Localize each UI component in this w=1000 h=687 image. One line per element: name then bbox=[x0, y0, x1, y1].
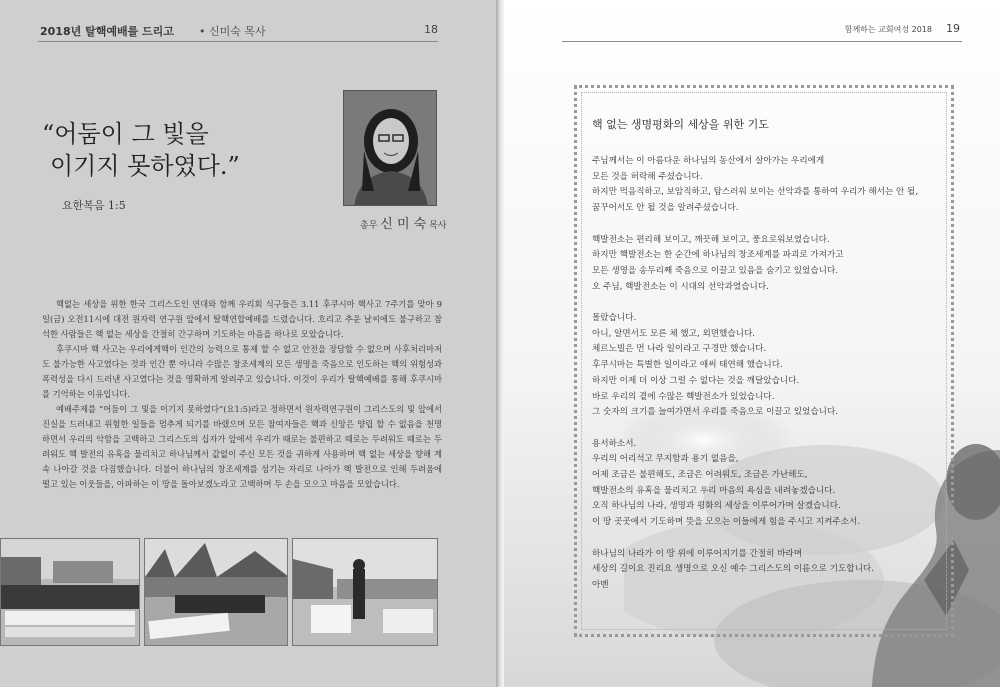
event-photo-1 bbox=[0, 538, 140, 646]
prayer-line: 핵발전소의 유혹을 물리치고 우리 마음의 욕심을 내려놓겠습니다. bbox=[592, 485, 836, 496]
author-portrait bbox=[343, 90, 437, 206]
prayer-line: 아니, 알면서도 모른 체 했고, 외면했습니다. bbox=[592, 328, 755, 339]
quote-line-2: 이기지 못하였다.” bbox=[50, 152, 240, 180]
quote-line-1: “어둠이 그 빛을 bbox=[42, 120, 209, 148]
photo-strip bbox=[0, 538, 440, 646]
right-page-header bbox=[562, 20, 962, 42]
prayer-line: 아멘 bbox=[592, 579, 609, 590]
header-title: 함께하는 교회여성 2018 bbox=[844, 25, 932, 34]
portrait-image bbox=[344, 91, 437, 206]
page-number: 18 bbox=[424, 23, 438, 36]
portrait-caption bbox=[360, 213, 446, 232]
prayer-line: 그 숫자의 크기를 늘여가면서 우리를 죽음으로 이끌고 있었습니다. bbox=[592, 407, 838, 418]
prayer-text bbox=[592, 154, 952, 609]
pull-quote bbox=[42, 118, 240, 182]
prayer-line: 모든 것을 허락해 주셨습니다. bbox=[592, 171, 703, 182]
paragraph: 예배주제를 “어둠이 그 빛을 이기지 못하였다”(요1:5)라고 정하면서 원자력연구원이 그리스도의 빛 앞에서 진실을 드러내고 위험한 일들을 멈추게 되기를 바랬으며 모든 참여자들은 핵과 신앙은 양립 할 수 없음을 천명하면서 우리의 악함을 고백하고 그리스도의 십자가 앞에서 우리가 때로는 불편하고 때로는 두려워도 때로는 두려워도 핵 발전의 유혹을 물리치고 하나님께서 값없이 주신 모든 것을 귀하게 사용하며 핵 없는 세상을 향해 계속 나아갈 것을 다짐했습니다. 더불어 하나님의 창조세계를 섬기는 자리로 나아가 핵 발전으로 인해 두려움에 떨고 있는 이웃들을, 아파하는 이 땅을 돌아보겠노라고 고백하며 두 손을 모으고 마음을 모았습니다. bbox=[42, 404, 442, 489]
prayer-line: 우리의 어리석고 무지함과 용기 없음을, bbox=[592, 454, 739, 465]
prayer-line: 꿈꾸어서도 안 될 것을 알려주셨습니다. bbox=[592, 203, 739, 214]
header-author: • 신미숙 목사 bbox=[199, 25, 266, 38]
event-photo-3 bbox=[292, 538, 438, 646]
page-gutter bbox=[496, 0, 504, 687]
prayer-title: 핵 없는 생명평화의 세상을 위한 기도 bbox=[592, 118, 769, 131]
article-body bbox=[42, 297, 442, 492]
caption-title: 목사 bbox=[429, 221, 447, 231]
prayer-line: 체르노빌은 먼 나라 일이라고 구경만 했습니다. bbox=[592, 344, 767, 355]
paragraph: 후쿠시마 핵 사고는 우리에게핵이 인간의 능력으로 통제 할 수 없고 안전을 장담할 수 없으며 사후처리마저도 불가능한 사고였다는 것과 인간 뿐 아니라 수많은 창조세계의 모든 생명을 죽음으로 인도하는 핵의 위험성과 폭력성을 다시 드러낸 사고였다는 것을 명확하게 알려주고 있습니다. 이것이 우리가 탈핵예배를 통해 후쿠시마를 기억하는 이유입니다. bbox=[42, 344, 442, 399]
prayer-line: 주님께서는 이 아름다운 하나님의 동산에서 살아가는 우리에게 bbox=[592, 156, 825, 166]
caption-name: 신 미 숙 bbox=[380, 217, 427, 232]
prayer-line: 하나님의 나라가 이 땅 위에 이루어지기를 간절히 바라며 bbox=[592, 548, 803, 559]
stanza bbox=[592, 154, 952, 217]
stanza bbox=[592, 233, 952, 296]
prayer-line: 오 주님, 핵발전소는 이 시대의 선악과였습니다. bbox=[592, 281, 769, 292]
left-page bbox=[0, 0, 496, 687]
stanza bbox=[592, 311, 952, 421]
prayer-line: 오직 하나님의 나라, 생명과 평화의 세상을 이루어가며 살겠습니다. bbox=[592, 501, 841, 512]
left-page-header bbox=[38, 20, 438, 42]
paragraph: 핵없는 세상을 위한 한국 그리스도인 연대와 함께 우리회 식구들은 3.11 후쿠시마 핵사고 7주기를 맞아 9일(금) 오전11시에 대전 원자력 연구원 앞에서 탈핵연합예배를 드렸습니다. 흐리고 추운 날씨에도 불구하고 참석한 사람들은 핵 없는 세상을 간절히 간구하며 기도하는 마음을 하나로 모았습니다. bbox=[42, 299, 442, 339]
prayer-line: 바로 우리의 곁에 수많은 핵발전소가 있었습니다. bbox=[592, 391, 775, 402]
prayer-line: 핵발전소는 편리해 보이고, 깨끗해 보이고, 풍요로워보였습니다. bbox=[592, 234, 830, 245]
caption-role: 총무 bbox=[360, 221, 378, 231]
stanza bbox=[592, 547, 952, 594]
prayer-line: 이 땅 곳곳에서 기도하며 뜻을 모으는 이들에게 힘을 주시고 지켜주소서. bbox=[592, 517, 861, 528]
prayer-line: 하지만 이제 더 이상 그럴 수 없다는 것을 깨달았습니다. bbox=[592, 375, 800, 386]
stanza bbox=[592, 437, 952, 531]
prayer-line: 하지만 먹음직하고, 보암직하고, 탐스러워 보이는 선악과를 통하여 우리가 해서는 안 될, bbox=[592, 187, 919, 198]
prayer-line: 어제 조금은 불편해도, 조금은 어려워도, 조금은 가난해도, bbox=[592, 470, 808, 481]
page-number: 19 bbox=[946, 22, 960, 35]
prayer-line: 세상의 길이요 진리요 생명으로 오신 예수 그리스도의 이름으로 기도합니다. bbox=[592, 564, 874, 575]
event-photo-2 bbox=[144, 538, 288, 646]
prayer-line: 모든 생명을 송두리째 죽음으로 이끌고 있음을 숨기고 있었습니다. bbox=[592, 265, 838, 276]
header-title: 2018년 탈핵예배를 드리고 bbox=[40, 25, 174, 38]
prayer-line: 용서하소서. bbox=[592, 438, 637, 449]
right-page bbox=[504, 0, 1000, 687]
prayer-line: 몰랐습니다. bbox=[592, 313, 637, 323]
prayer-line: 후쿠시마는 특별한 일이라고 애써 태연해 했습니다. bbox=[592, 360, 783, 371]
quote-reference: 요한복음 1:5 bbox=[62, 199, 126, 212]
prayer-line: 하지만 핵발전소는 한 순간에 하나님의 창조세계를 파괴로 가져가고 bbox=[592, 250, 844, 261]
